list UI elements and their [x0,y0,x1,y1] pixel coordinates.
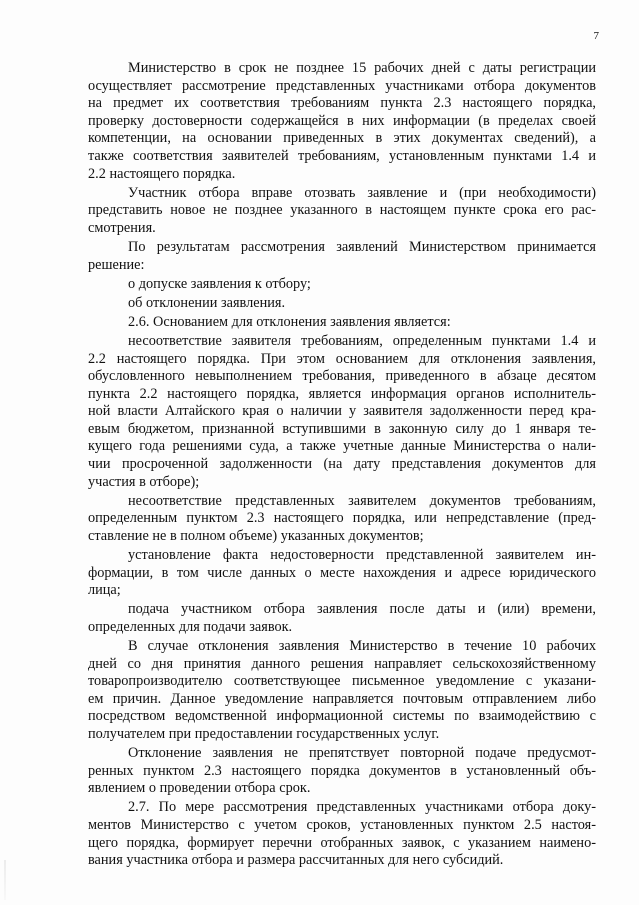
text-line: получателем при предоставлении государственных услуг. [88,725,440,742]
text-line: осуществляет рассмотрение представленных участниками отбора документов [88,77,596,94]
text-line: на предмет их соответствия требованиям пункта 2.3 настоящего порядка, [88,95,596,112]
paragraph [88,295,596,313]
text-line: определенных для подачи заявок. [88,618,293,635]
text-line: кущего года решениями суда, а также учетные данные Министерства о нали- [88,438,596,455]
paragraph [88,60,596,183]
text-line: ной власти Алтайского края о наличии у заявителя задолженности перед кра- [88,403,596,420]
page-number: 7 [593,30,599,42]
text-line: ем причин. Данное уведомление направляется почтовым отправлением либо [88,690,596,707]
text-line: участия в отборе); [88,473,200,490]
text-line: щего порядка, формирует перечни отобранных заявок, с указанием наимено- [88,834,596,851]
text-line: пункта 2.2 настоящего порядка, является информация органов исполнитель- [88,385,596,402]
text-line: Отклонение заявления не препятствует повторной подаче предусмот- [128,745,596,762]
text-line: Участник отбора вправе отозвать заявление и (при необходимости) [128,184,596,201]
text-line: По результатам рассмотрения заявлений Министерством принимается [128,238,596,255]
text-line: подача участником отбора заявления после даты и (или) времени, [128,601,596,618]
text-line: явлением о проведении отбора срок. [88,780,311,797]
paragraph [88,638,596,744]
text-line: вания участника отбора и размера рассчитанных для него субсидий. [88,852,504,869]
text-line: об отклонении заявления. [128,294,286,311]
text-line: товаропроизводителю соответствующее письменное уведомление с указани- [88,673,596,690]
text-line: обусловленного невыполнением требования, приведенного в абзаце десятом [88,368,596,385]
text-line: 2.2 настоящего порядка. [88,165,236,182]
paragraph [88,799,596,869]
text-line: решение: [88,256,145,273]
document-body [88,60,596,871]
paragraph [88,314,596,332]
paragraph [88,185,596,238]
text-line: чии просроченной задолженности (на дату представления документов для [88,456,596,473]
text-line: смотрения. [88,219,156,236]
text-line: 2.2 настоящего порядка. При этом основанием для отклонения заявления, [88,350,596,367]
text-line: определенным пунктом 2.3 настоящего порядка, или непредставление (пред- [88,510,596,527]
text-line: 2.7. По мере рассмотрения представленных участниками отбора доку- [128,799,596,816]
paragraph [88,333,596,491]
paragraph [88,601,596,636]
text-line: представить новое не позднее указанного в настоящем пункте срока его рас- [88,202,596,219]
text-line: лица; [88,582,121,599]
text-line: Министерство в срок не позднее 15 рабочих дней с даты регистрации [128,60,596,76]
text-line: посредством ведомственной информационной системы по взаимодействию с [88,708,596,725]
text-line: о допуске заявления к отбору; [128,275,311,292]
text-line: формации, в том числе данных о месте нахождения и адресе юридического [88,564,596,581]
paragraph [88,745,596,798]
paragraph [88,493,596,546]
paragraph [88,547,596,600]
text-line: дней со дня принятия данного решения направляет сельскохозяйственному [88,655,596,672]
text-line: установление факта недостоверности представленной заявителем ин- [128,547,596,564]
text-line: 2.6. Основанием для отклонения заявления является: [128,313,451,330]
text-line: ментов Министерство с учетом сроков, установленных пунктом 2.5 настоя- [88,816,596,833]
paragraph [88,239,596,274]
text-line: проверку достоверности содержащейся в них информации (в пределах своей [88,112,596,129]
text-line: несоответствие заявителя требованиям, определенным пунктами 1.4 и [128,332,596,349]
text-line: В случае отклонения заявления Министерство в течение 10 рабочих [128,638,596,654]
scan-artifact [4,860,6,900]
text-line: ренных пунктом 2.3 настоящего порядка документов в установленный объ- [88,762,596,779]
text-line: ставление не в полном объеме) указанных документов; [88,527,424,544]
text-line: евым бюджетом, признанной вступившими в законную силу до 1 января те- [88,420,596,437]
text-line: также соответствия заявителей требованиям, установленным пунктами 1.4 и [88,147,596,164]
paragraph [88,276,596,294]
text-line: несоответствие представленных заявителем документов требованиям, [128,492,596,509]
text-line: компетенции, на основании приведенных в этих документах сведений), а [88,130,596,147]
